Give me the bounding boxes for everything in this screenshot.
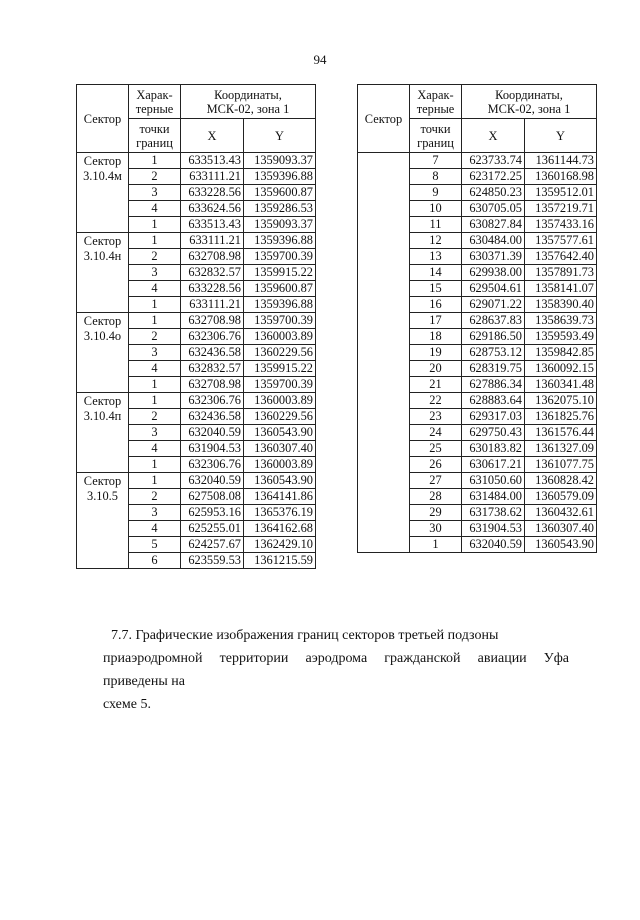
y-coordinate-cell: 1360543.90 — [244, 473, 316, 489]
point-number-cell: 7 — [410, 153, 462, 169]
table-row — [77, 393, 316, 409]
point-number-cell: 2 — [129, 409, 181, 425]
point-number-cell: 1 — [129, 393, 181, 409]
y-coordinate-cell: 1360828.42 — [525, 473, 597, 489]
table-row — [358, 153, 597, 169]
x-coordinate-cell: 633513.43 — [181, 153, 244, 169]
y-header: Y — [244, 119, 316, 153]
point-number-cell: 4 — [129, 521, 181, 537]
point-number-cell: 19 — [410, 345, 462, 361]
point-number-cell: 1 — [129, 473, 181, 489]
x-coordinate-cell: 627508.08 — [181, 489, 244, 505]
x-coordinate-cell: 628637.83 — [462, 313, 525, 329]
y-coordinate-cell: 1360307.40 — [244, 441, 316, 457]
y-coordinate-cell: 1364162.68 — [244, 521, 316, 537]
x-coordinate-cell: 633111.21 — [181, 233, 244, 249]
y-coordinate-cell: 1360543.90 — [525, 537, 597, 553]
x-coordinate-cell: 633111.21 — [181, 297, 244, 313]
x-coordinate-cell: 631904.53 — [181, 441, 244, 457]
table-row — [77, 473, 316, 489]
y-coordinate-cell: 1364141.86 — [244, 489, 316, 505]
point-number-cell: 1 — [129, 313, 181, 329]
x-coordinate-cell: 629071.22 — [462, 297, 525, 313]
x-coordinate-cell: 628883.64 — [462, 393, 525, 409]
points-header-continued: точки границ — [129, 119, 181, 153]
y-coordinate-cell: 1362075.10 — [525, 393, 597, 409]
point-number-cell: 28 — [410, 489, 462, 505]
point-number-cell: 2 — [129, 329, 181, 345]
x-coordinate-cell: 632708.98 — [181, 313, 244, 329]
y-coordinate-cell: 1357219.71 — [525, 201, 597, 217]
x-coordinate-cell: 631904.53 — [462, 521, 525, 537]
y-coordinate-cell: 1357577.61 — [525, 233, 597, 249]
point-number-cell: 15 — [410, 281, 462, 297]
point-number-cell: 23 — [410, 409, 462, 425]
y-coordinate-cell: 1361215.59 — [244, 553, 316, 569]
point-number-cell: 11 — [410, 217, 462, 233]
y-coordinate-cell: 1357891.73 — [525, 265, 597, 281]
x-coordinate-cell: 623172.25 — [462, 169, 525, 185]
y-coordinate-cell: 1359593.49 — [525, 329, 597, 345]
x-coordinate-cell: 632306.76 — [181, 393, 244, 409]
y-coordinate-cell: 1361144.73 — [525, 153, 597, 169]
x-coordinate-cell: 632040.59 — [462, 537, 525, 553]
x-coordinate-cell: 632040.59 — [181, 425, 244, 441]
x-coordinate-cell: 631738.62 — [462, 505, 525, 521]
x-coordinate-cell: 628753.12 — [462, 345, 525, 361]
y-coordinate-cell: 1359915.22 — [244, 265, 316, 281]
y-coordinate-cell: 1359286.53 — [244, 201, 316, 217]
paragraph-line: приаэродромной территории аэродрома гражданской авиации Уфа приведены на — [103, 651, 569, 689]
points-header: Харак- терные — [410, 85, 462, 119]
sector-name-cell: Сектор 3.10.4м — [77, 153, 129, 233]
y-coordinate-cell: 1361825.76 — [525, 409, 597, 425]
point-number-cell: 27 — [410, 473, 462, 489]
y-coordinate-cell: 1360003.89 — [244, 329, 316, 345]
x-coordinate-cell: 630617.21 — [462, 457, 525, 473]
y-coordinate-cell: 1360092.15 — [525, 361, 597, 377]
x-coordinate-cell: 629317.03 — [462, 409, 525, 425]
sector-name-cell: Сектор 3.10.4п — [77, 393, 129, 473]
coords-header: Координаты, МСК-02, зона 1 — [462, 85, 597, 119]
x-coordinate-cell: 633228.56 — [181, 281, 244, 297]
point-number-cell: 2 — [129, 169, 181, 185]
point-number-cell: 4 — [129, 281, 181, 297]
point-number-cell: 17 — [410, 313, 462, 329]
x-coordinate-cell: 632832.57 — [181, 361, 244, 377]
x-header: X — [181, 119, 244, 153]
x-coordinate-cell: 630705.05 — [462, 201, 525, 217]
point-number-cell: 6 — [129, 553, 181, 569]
point-number-cell: 30 — [410, 521, 462, 537]
x-coordinate-cell: 625953.16 — [181, 505, 244, 521]
point-number-cell: 2 — [129, 249, 181, 265]
point-number-cell: 1 — [129, 233, 181, 249]
y-coordinate-cell: 1360579.09 — [525, 489, 597, 505]
y-coordinate-cell: 1359396.88 — [244, 233, 316, 249]
point-number-cell: 12 — [410, 233, 462, 249]
x-coordinate-cell: 629504.61 — [462, 281, 525, 297]
point-number-cell: 25 — [410, 441, 462, 457]
table-row — [77, 313, 316, 329]
y-coordinate-cell: 1361327.09 — [525, 441, 597, 457]
x-coordinate-cell: 632436.58 — [181, 345, 244, 361]
x-coordinate-cell: 633513.43 — [181, 217, 244, 233]
point-number-cell: 22 — [410, 393, 462, 409]
y-coordinate-cell: 1361576.44 — [525, 425, 597, 441]
point-number-cell: 1 — [410, 537, 462, 553]
x-coordinate-cell: 632708.98 — [181, 249, 244, 265]
y-coordinate-cell: 1360341.48 — [525, 377, 597, 393]
y-coordinate-cell: 1360003.89 — [244, 457, 316, 473]
points-header: Харак- терные — [129, 85, 181, 119]
y-coordinate-cell: 1360003.89 — [244, 393, 316, 409]
sector-header: Сектор — [358, 85, 410, 153]
point-number-cell: 3 — [129, 265, 181, 281]
table-row — [77, 153, 316, 169]
sector-header: Сектор — [77, 85, 129, 153]
paragraph-line: 7.7. Графические изображения границ секторов третьей подзоны — [111, 628, 499, 643]
point-number-cell: 24 — [410, 425, 462, 441]
left-coordinates-table — [76, 84, 316, 569]
point-number-cell: 3 — [129, 505, 181, 521]
y-coordinate-cell: 1359842.85 — [525, 345, 597, 361]
y-coordinate-cell: 1360168.98 — [525, 169, 597, 185]
point-number-cell: 21 — [410, 377, 462, 393]
x-coordinate-cell: 632832.57 — [181, 265, 244, 281]
y-coordinate-cell: 1361077.75 — [525, 457, 597, 473]
point-number-cell: 3 — [129, 185, 181, 201]
coords-header: Координаты, МСК-02, зона 1 — [181, 85, 316, 119]
sector-name-cell: Сектор 3.10.4о — [77, 313, 129, 393]
x-coordinate-cell: 631050.60 — [462, 473, 525, 489]
y-coordinate-cell: 1365376.19 — [244, 505, 316, 521]
x-coordinate-cell: 633111.21 — [181, 169, 244, 185]
point-number-cell: 9 — [410, 185, 462, 201]
point-number-cell: 13 — [410, 249, 462, 265]
point-number-cell: 5 — [129, 537, 181, 553]
x-coordinate-cell: 633228.56 — [181, 185, 244, 201]
x-coordinate-cell: 633624.56 — [181, 201, 244, 217]
point-number-cell: 10 — [410, 201, 462, 217]
y-coordinate-cell: 1359700.39 — [244, 249, 316, 265]
point-number-cell: 2 — [129, 489, 181, 505]
y-coordinate-cell: 1358141.07 — [525, 281, 597, 297]
y-coordinate-cell: 1359093.37 — [244, 153, 316, 169]
x-coordinate-cell: 629750.43 — [462, 425, 525, 441]
sector-name-cell: Сектор 3.10.4н — [77, 233, 129, 313]
x-coordinate-cell: 628319.75 — [462, 361, 525, 377]
y-coordinate-cell: 1358390.40 — [525, 297, 597, 313]
point-number-cell: 26 — [410, 457, 462, 473]
point-number-cell: 8 — [410, 169, 462, 185]
y-coordinate-cell: 1360432.61 — [525, 505, 597, 521]
point-number-cell: 1 — [129, 377, 181, 393]
x-coordinate-cell: 630183.82 — [462, 441, 525, 457]
y-header: Y — [525, 119, 597, 153]
x-coordinate-cell: 624257.67 — [181, 537, 244, 553]
x-coordinate-cell: 632436.58 — [181, 409, 244, 425]
paragraph-line: схеме 5. — [103, 697, 151, 712]
y-coordinate-cell: 1357433.16 — [525, 217, 597, 233]
point-number-cell: 1 — [129, 297, 181, 313]
x-coordinate-cell: 630484.00 — [462, 233, 525, 249]
point-number-cell: 29 — [410, 505, 462, 521]
x-header: X — [462, 119, 525, 153]
y-coordinate-cell: 1359700.39 — [244, 377, 316, 393]
y-coordinate-cell: 1359700.39 — [244, 313, 316, 329]
point-number-cell: 18 — [410, 329, 462, 345]
point-number-cell: 1 — [129, 217, 181, 233]
x-coordinate-cell: 630827.84 — [462, 217, 525, 233]
y-coordinate-cell: 1359915.22 — [244, 361, 316, 377]
point-number-cell: 14 — [410, 265, 462, 281]
x-coordinate-cell: 629938.00 — [462, 265, 525, 281]
sector-name-cell: Сектор 3.10.5 — [77, 473, 129, 569]
point-number-cell: 3 — [129, 345, 181, 361]
point-number-cell: 16 — [410, 297, 462, 313]
y-coordinate-cell: 1360229.56 — [244, 409, 316, 425]
x-coordinate-cell: 632306.76 — [181, 329, 244, 345]
y-coordinate-cell: 1357642.40 — [525, 249, 597, 265]
paragraph-7-7 — [103, 624, 569, 716]
right-coordinates-table — [357, 84, 597, 553]
table-row — [77, 233, 316, 249]
page-number: 94 — [313, 52, 327, 67]
x-coordinate-cell: 629186.50 — [462, 329, 525, 345]
y-coordinate-cell: 1359512.01 — [525, 185, 597, 201]
x-coordinate-cell: 623559.53 — [181, 553, 244, 569]
y-coordinate-cell: 1359600.87 — [244, 281, 316, 297]
y-coordinate-cell: 1360543.90 — [244, 425, 316, 441]
x-coordinate-cell: 632306.76 — [181, 457, 244, 473]
y-coordinate-cell: 1362429.10 — [244, 537, 316, 553]
y-coordinate-cell: 1360229.56 — [244, 345, 316, 361]
point-number-cell: 1 — [129, 153, 181, 169]
y-coordinate-cell: 1359396.88 — [244, 297, 316, 313]
x-coordinate-cell: 632040.59 — [181, 473, 244, 489]
y-coordinate-cell: 1359093.37 — [244, 217, 316, 233]
point-number-cell: 4 — [129, 441, 181, 457]
y-coordinate-cell: 1358639.73 — [525, 313, 597, 329]
y-coordinate-cell: 1359396.88 — [244, 169, 316, 185]
x-coordinate-cell: 624850.23 — [462, 185, 525, 201]
point-number-cell: 4 — [129, 201, 181, 217]
y-coordinate-cell: 1359600.87 — [244, 185, 316, 201]
x-coordinate-cell: 632708.98 — [181, 377, 244, 393]
x-coordinate-cell: 627886.34 — [462, 377, 525, 393]
point-number-cell: 4 — [129, 361, 181, 377]
x-coordinate-cell: 631484.00 — [462, 489, 525, 505]
sector-name-cell — [358, 153, 410, 553]
y-coordinate-cell: 1360307.40 — [525, 521, 597, 537]
x-coordinate-cell: 623733.74 — [462, 153, 525, 169]
x-coordinate-cell: 625255.01 — [181, 521, 244, 537]
points-header-continued: точки границ — [410, 119, 462, 153]
point-number-cell: 20 — [410, 361, 462, 377]
point-number-cell: 1 — [129, 457, 181, 473]
point-number-cell: 3 — [129, 425, 181, 441]
x-coordinate-cell: 630371.39 — [462, 249, 525, 265]
